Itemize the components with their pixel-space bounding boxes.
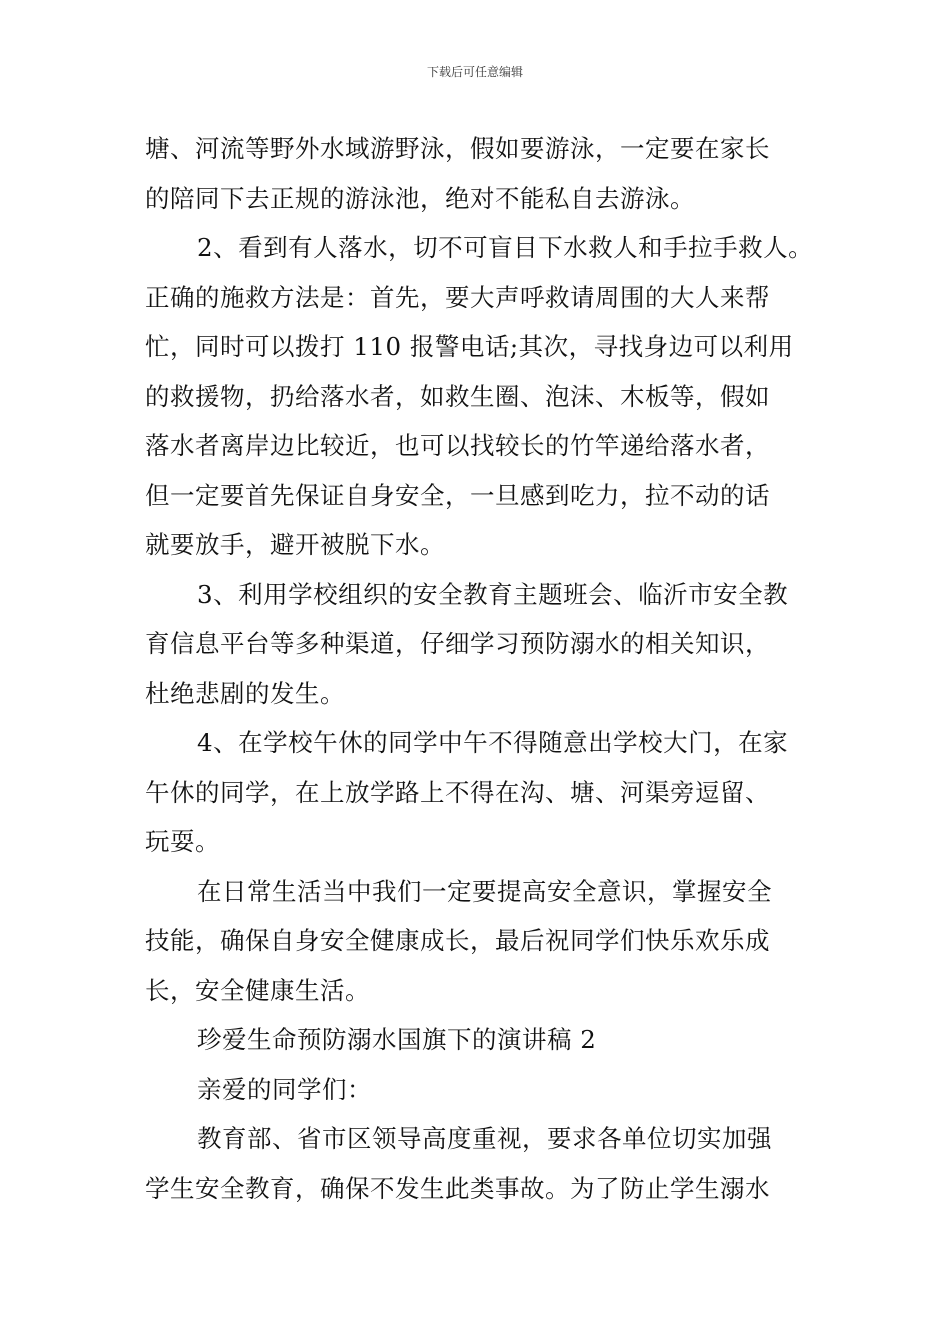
text-line: 学生安全教育，确保不发生此类事故。为了防止学生溺水 [145,1173,770,1203]
text-line: 技能，确保自身安全健康成长，最后祝同学们快乐欢乐成 [145,926,770,955]
text-line: 午休的同学，在上放学路上不得在沟、塘、河渠旁逗留、 [145,777,770,807]
text-line: 2、看到有人落水，切不可盲目下水救人和手拉手救人。 [197,233,814,262]
text-line: 玩耍。 [145,827,220,856]
text-line: 在日常生活当中我们一定要提高安全意识，掌握安全 [197,876,772,906]
text-line: 忙，同时可以拨打 110 报警电话;其次，寻找身边可以利用 [145,332,794,361]
text-line: 但一定要首先保证自身安全，一旦感到吃力，拉不动的话 [145,480,770,510]
text-line: 教育部、省市区领导高度重视，要求各单位切实加强 [197,1124,772,1153]
text-line: 的陪同下去正规的游泳池，绝对不能私自去游泳。 [145,183,695,213]
text-line: 亲爱的同学们： [197,1074,372,1104]
text-line: 珍爱生命预防溺水国旗下的演讲稿 2 [197,1025,597,1054]
text-line: 4、在学校午休的同学中午不得随意出学校大门，在家 [197,728,789,757]
text-line: 就要放手，避开被脱下水。 [145,530,445,559]
text-line: 塘、河流等野外水域游野泳，假如要游泳，一定要在家长 [145,134,770,163]
text-line: 杜绝悲剧的发生。 [145,678,345,708]
document-body [145,124,825,1213]
text-line: 3、利用学校组织的安全教育主题班会、临沂市安全教 [197,579,789,609]
text-line: 落水者离岸边比较近，也可以找较长的竹竿递给落水者， [145,431,770,460]
text-line: 的救援物，扔给落水者，如救生圈、泡沫、木板等，假如 [145,381,770,411]
text-line: 正确的施救方法是：首先，要大声呼救请周围的大人来帮 [145,282,770,312]
text-line: 长，安全健康生活。 [145,975,370,1005]
page-header: 下载后可任意编辑 [426,65,523,79]
text-line: 育信息平台等多种渠道，仔细学习预防溺水的相关知识， [145,629,770,658]
